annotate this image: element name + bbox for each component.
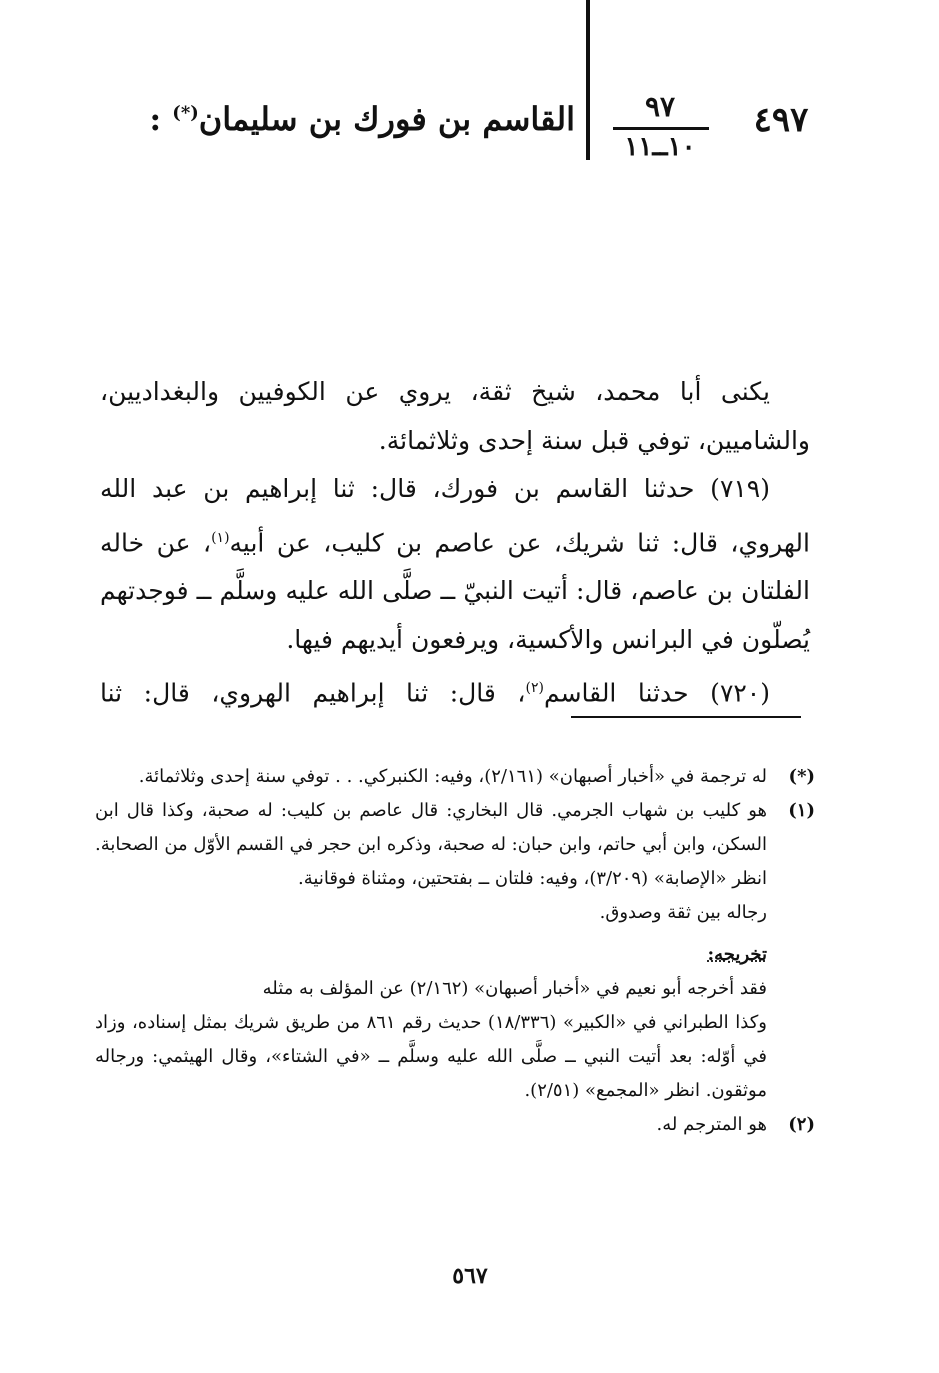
footnote-2-text: هو المترجم له.: [656, 1114, 767, 1135]
fraction-denominator: ١٠ــ١١: [624, 132, 696, 162]
footnote-ref-2: (٢): [525, 680, 544, 697]
header-vertical-rule: [586, 0, 590, 160]
page-number: ٥٦٧: [452, 1263, 488, 1289]
biography-paragraph: يكنى أبا محمد، شيخ ثقة، يروي عن الكوفيين والبغداديين، والشاميين، توفي قبل سنة إحدى وثلاثمائة.: [100, 377, 810, 455]
footnote-1-text: هو كليب بن شهاب الجرمي. قال البخاري: قال عاصم بن كليب: له صحبة، وكذا قال ابن السكن، وابن أبي حاتم، وابن حبان: له صحبة، وذكره ابن حجر في القسم الأوّل من الصحابة. انظر «الإصابة» (٣/٢٠٩)، وفيه: فلتان ــ بفتحتين، ومثناة فوقانية.: [95, 800, 767, 889]
main-text: [100, 368, 810, 718]
hadith-720-part2: ، قال: ثنا إبراهيم الهروي، قال: ثنا: [100, 678, 526, 708]
hadith-719-paragraph: [100, 465, 810, 664]
hadith-719-part2: ، عن خاله الفلتان بن عاصم، قال: أتيت النبيّ ــ صلَّى الله عليه وسلَّم ــ فوجدتهم يُصلّون في البرانس والأكسية، ويرفعون أيديهم فيها.: [100, 527, 810, 654]
title-suffix: :: [149, 100, 162, 138]
footnote-2: [95, 1108, 815, 1142]
hadith-719-part1: (٧١٩) حدثنا القاسم بن فورك، قال: ثنا إبراهيم بن عبد الله الهروي، قال: ثنا شريك، عن عاصم بن كليب، عن أبيه: [100, 474, 810, 557]
footnote-1-marker: (١): [788, 800, 815, 821]
takhrij-heading: تخريجه:: [707, 944, 767, 965]
entry-title: [149, 100, 575, 138]
takhrij-block: وكذا الطبراني في «الكبير» (١٨/٣٣٦) حديث رقم ٨٦١ من طريق شريك بمثل إسناده، وزاد في أوّله: بعد أتيت النبي ــ صلَّى الله عليه وسلَّم ــ «في الشتاء»، وقال الهيثمي: ورجاله موثقون. انظر «المجمع» (٢/٥١).: [95, 1012, 767, 1101]
footnote-separator: [571, 716, 801, 718]
footnote-star-marker: (*): [788, 766, 815, 787]
title-note-marker: (*): [172, 102, 199, 124]
entry-title-text: القاسم بن فورك بن سليمان: [198, 100, 575, 138]
fraction-bar: [613, 127, 709, 130]
footnotes-section: [95, 760, 815, 1142]
footnote-star: [95, 760, 815, 794]
footnote-ref-1: (١): [211, 529, 230, 546]
hadith-720-paragraph: [100, 664, 810, 718]
footnote-1-narrators-grade: رجاله بين ثقة وصدوق.: [599, 902, 767, 923]
footnote-1: [95, 794, 815, 896]
narrator-ref-fraction: [605, 88, 715, 168]
fraction-numerator: ٩٧: [644, 90, 676, 123]
footnote-star-text: له ترجمة في «أخبار أصبهان» (٢/١٦١)، وفيه: الكنبركي. . . توفي سنة إحدى وثلاثمائة.: [138, 766, 767, 787]
entry-number: ٤٩٧: [753, 100, 809, 140]
hadith-720-part1: (٧٢٠) حدثنا القاسم: [543, 678, 770, 708]
footnote-2-marker: (٢): [788, 1114, 815, 1135]
takhrij-line-1: فقد أخرجه أبو نعيم في «أخبار أصبهان» (٢/١٦٢) عن المؤلف به مثله: [262, 978, 767, 999]
